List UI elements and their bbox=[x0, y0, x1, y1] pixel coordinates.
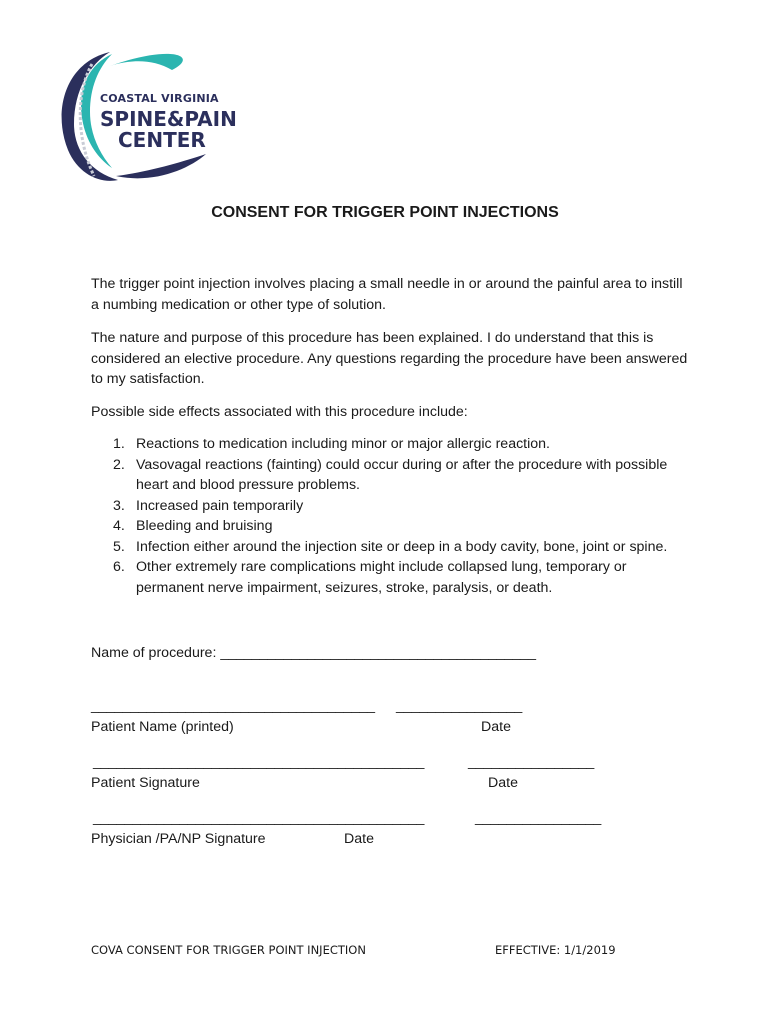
patient-name-blank[interactable]: ____________________________________ bbox=[91, 698, 376, 714]
list-item bbox=[91, 557, 691, 598]
list-item bbox=[91, 496, 691, 517]
list-number: 5. bbox=[113, 538, 125, 555]
list-item-text: Bleeding and bruising bbox=[136, 518, 273, 534]
clinic-logo bbox=[52, 48, 237, 188]
logo-line-2: SPINE&PAIN bbox=[100, 107, 237, 131]
footer-document-name: COVA CONSENT FOR TRIGGER POINT INJECTION bbox=[91, 943, 366, 957]
footer-effective-date: EFFECTIVE: 1/1/2019 bbox=[495, 943, 616, 957]
physician-signature-blank[interactable]: __________________________________________ bbox=[93, 810, 425, 826]
list-item-text: Other extremely rare complications might include collapsed lung, temporary or permanent nerve impairment, seizures, stroke, paralysis, or death. bbox=[136, 559, 627, 596]
procedure-name-field[interactable] bbox=[91, 645, 536, 661]
procedure-name-label: Name of procedure: bbox=[91, 645, 217, 661]
list-item bbox=[91, 455, 691, 496]
physician-signature-date-blank[interactable]: ________________ bbox=[475, 810, 602, 826]
list-item-text: Vasovagal reactions (fainting) could occur during or after the procedure with possible heart and blood pressure problems. bbox=[136, 456, 668, 493]
physician-signature-label: Physician /PA/NP Signature bbox=[91, 831, 266, 847]
list-number: 1. bbox=[113, 436, 125, 452]
patient-name-date-blank[interactable]: ________________ bbox=[396, 698, 523, 714]
patient-name-date-label: Date bbox=[481, 719, 511, 735]
logo-line-1: COASTAL VIRGINIA bbox=[100, 92, 219, 105]
intro-paragraph: The trigger point injection involves placing a small needle in or around the painful area to instill a numbing medication or other type of solution. bbox=[91, 276, 683, 313]
logo-wordmark bbox=[100, 92, 237, 150]
patient-signature-blank[interactable]: __________________________________________ bbox=[93, 754, 425, 770]
list-item-text: Infection either around the injection site or deep in a body cavity, bone, joint or spine. bbox=[136, 538, 668, 555]
list-item bbox=[91, 434, 691, 455]
list-item bbox=[91, 537, 691, 558]
list-number: 2. bbox=[113, 456, 125, 473]
logo-line-3: CENTER bbox=[118, 128, 206, 152]
list-item bbox=[91, 516, 691, 537]
list-number: 3. bbox=[113, 497, 125, 514]
list-number: 6. bbox=[113, 559, 125, 575]
patient-signature-date-blank[interactable]: ________________ bbox=[468, 754, 595, 770]
list-item-text: Increased pain temporarily bbox=[136, 497, 304, 514]
patient-signature-date-label: Date bbox=[488, 775, 518, 791]
patient-name-label: Patient Name (printed) bbox=[91, 719, 234, 735]
side-effects-intro: Possible side effects associated with this procedure include: bbox=[91, 404, 468, 420]
list-item-text: Reactions to medication including minor or major allergic reaction. bbox=[136, 436, 550, 452]
patient-signature-label: Patient Signature bbox=[91, 775, 200, 791]
list-number: 4. bbox=[113, 518, 125, 534]
side-effects-list bbox=[91, 434, 691, 598]
nature-purpose-paragraph: The nature and purpose of this procedure has been explained. I do understand that this is considered an elective procedure. Any questions regarding the procedure have been answered to my satisfaction. bbox=[91, 330, 688, 387]
document-title: CONSENT FOR TRIGGER POINT INJECTIONS bbox=[211, 204, 559, 221]
procedure-name-blank[interactable]: ________________________________________ bbox=[220, 645, 536, 661]
physician-signature-date-label: Date bbox=[344, 831, 374, 847]
